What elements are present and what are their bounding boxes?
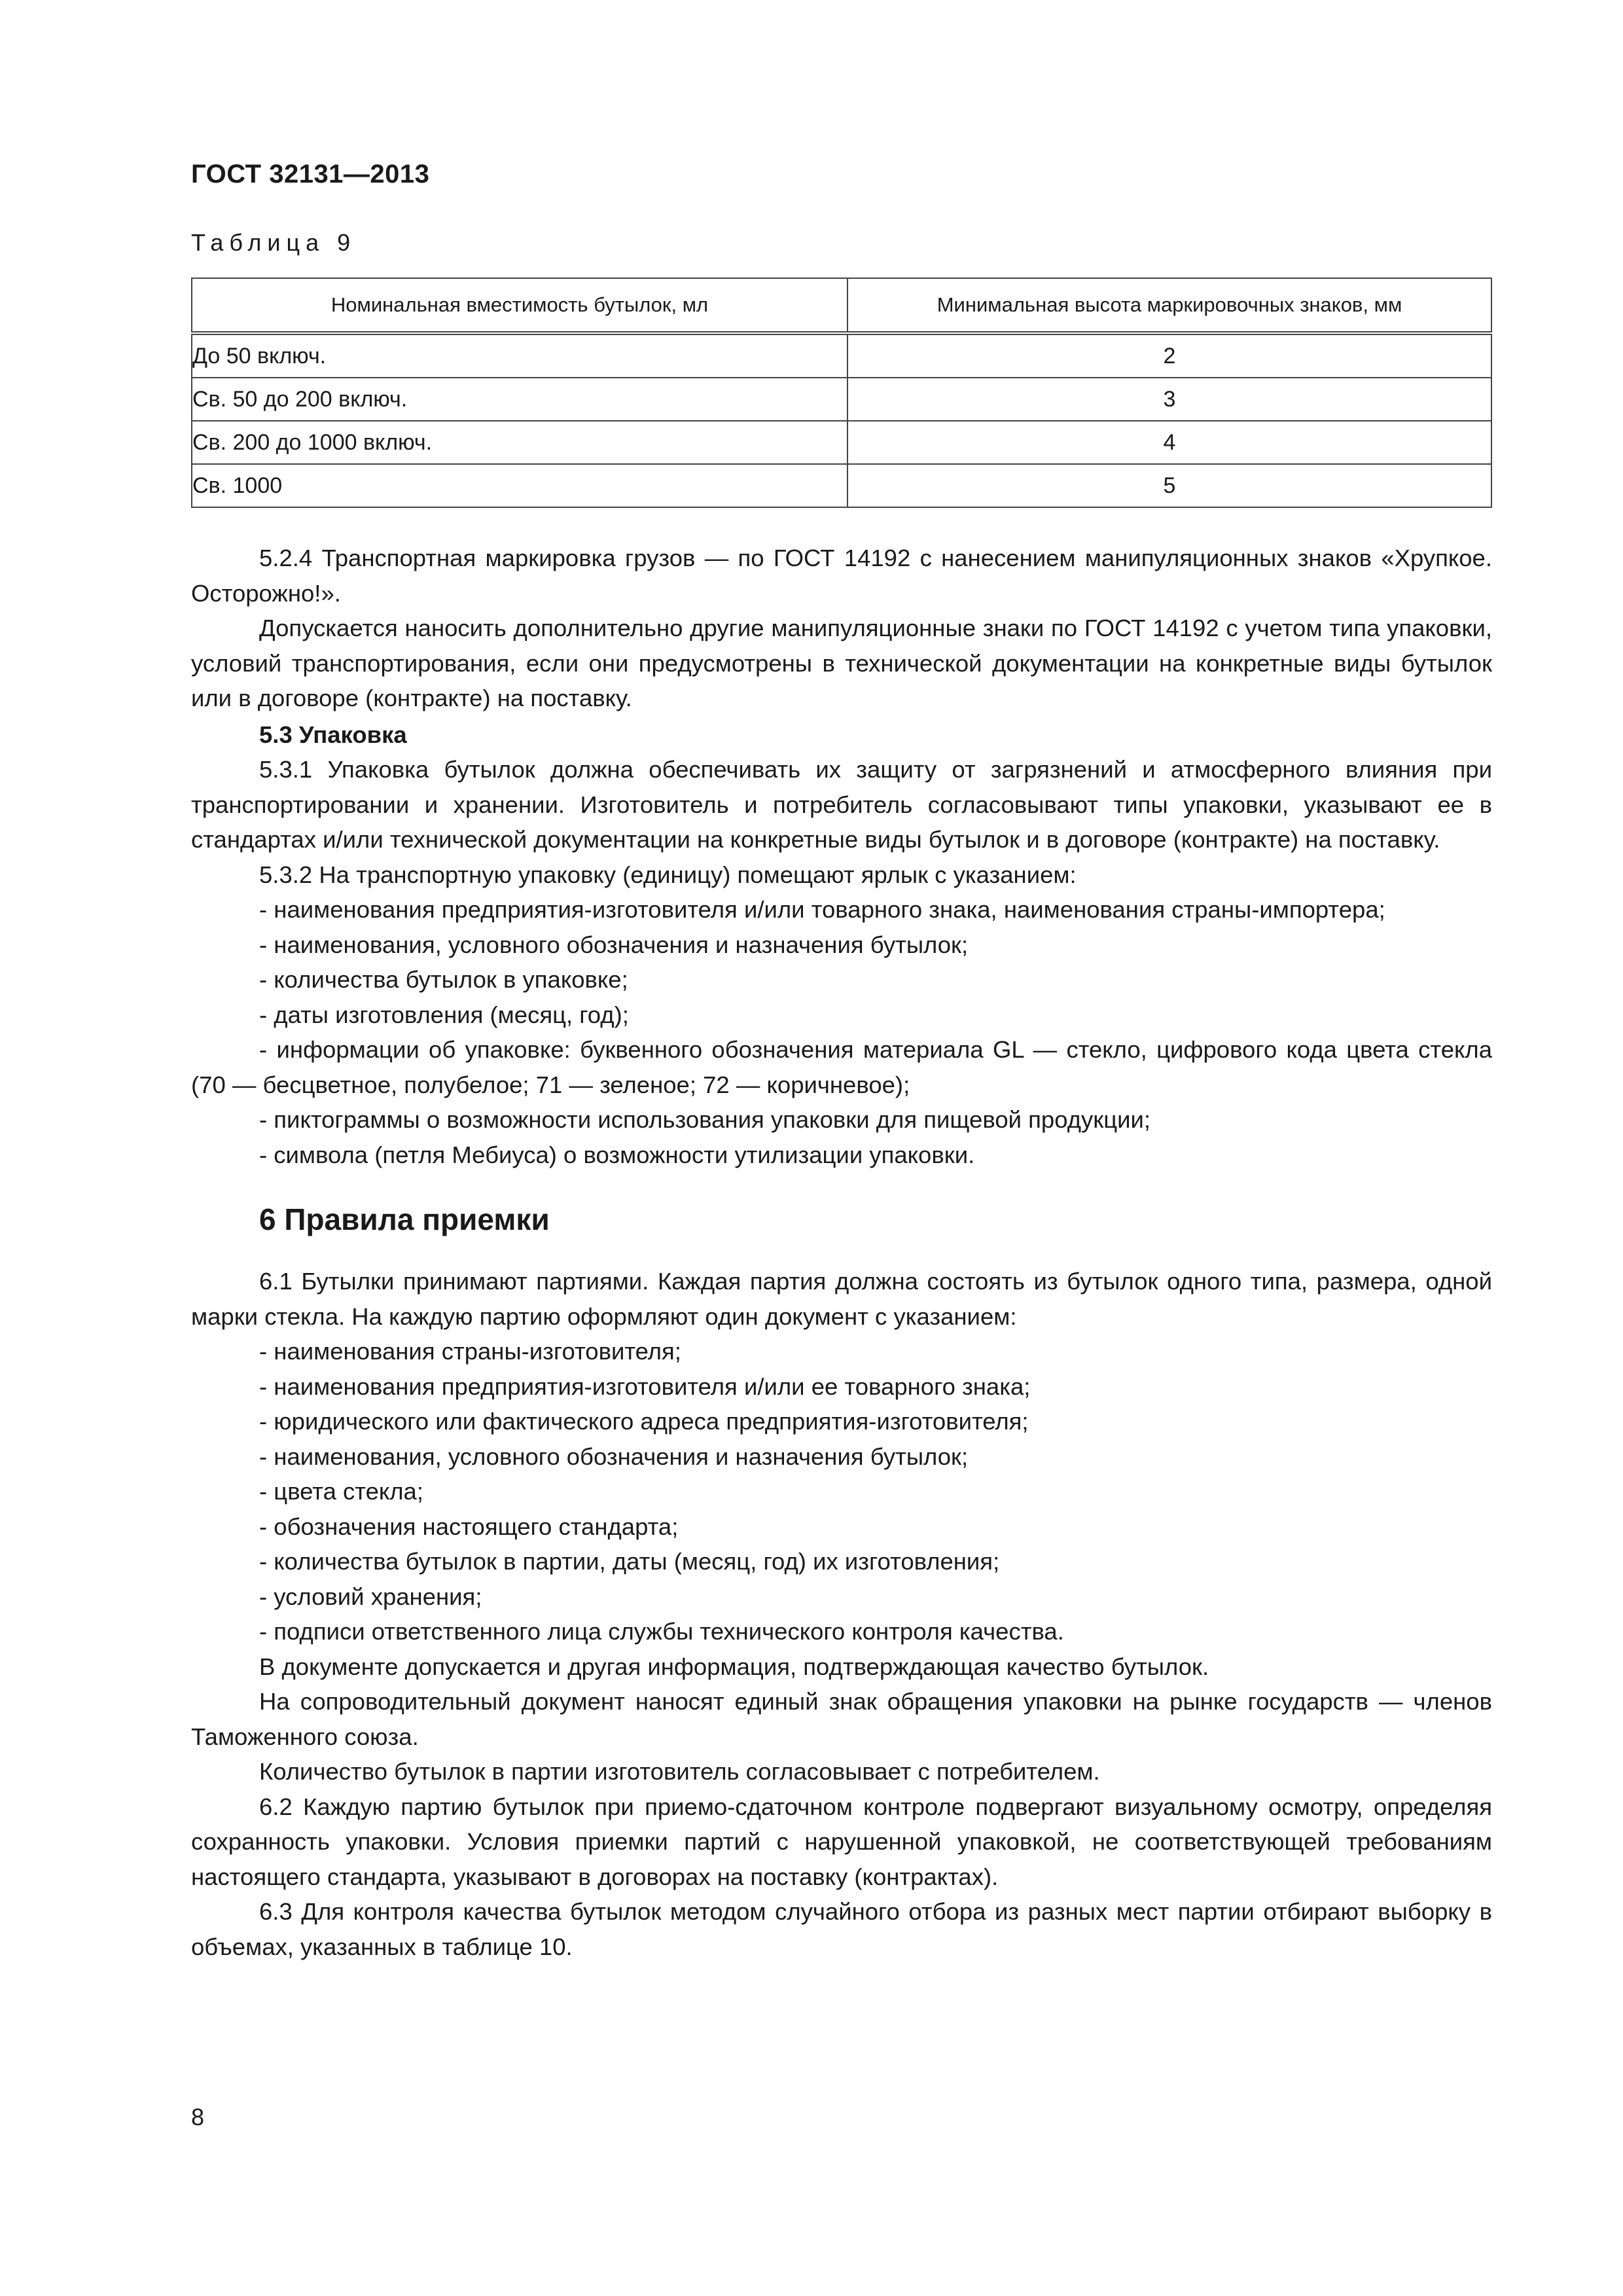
capacity-cell: Св. 50 до 200 включ. [192,378,847,421]
section-5-3-title: 5.3 Упаковка [259,721,407,748]
paragraph-6-1-quantity: Количество бутылок в партии изготовитель согласовывает с потребителем. [259,1758,1100,1785]
list-item: - даты изготовления (месяц, год); [259,1001,629,1028]
paragraph-6-3: 6.3 Для контроля качества бутылок методом случайного отбора из разных мест партии отбирают выборку в объемах, указанных в таблице 10. [191,1898,1492,1960]
table-header-row [192,278,1491,333]
paragraph-5-2-4: 5.2.4 Транспортная маркировка грузов — по ГОСТ 14192 с нанесением манипуляционных знаков «Хрупкое. Осторожно!». [191,545,1492,607]
min-height-cell: 5 [847,464,1491,507]
list-item: - цвета стекла; [259,1478,423,1505]
document-body [191,541,1492,1964]
marking-height-table [191,278,1492,508]
table-caption: Таблица 9 [191,229,357,256]
list-item: - юридического или фактического адреса предприятия-изготовителя; [259,1408,1029,1435]
list-item: - обозначения настоящего стандарта; [259,1513,679,1540]
list-item: - пиктограммы о возможности использования упаковки для пищевой продукции; [259,1106,1151,1133]
capacity-cell: Св. 200 до 1000 включ. [192,421,847,464]
table-9 [191,278,1492,508]
list-item: - наименования предприятия-изготовителя и/или ее товарного знака; [259,1372,1031,1400]
min-height-cell: 3 [847,378,1491,421]
paragraph-5-2-4-additional: Допускается наносить дополнительно другие манипуляционные знаки по ГОСТ 14192 с учетом типа упаковки, условий транспортирования, если они предусмотрены в технической документации на конкретные виды бутылок или в договоре (контракте) на поставку. [191,615,1492,711]
min-height-cell: 2 [847,333,1491,378]
list-item: - наименования, условного обозначения и назначения бутылок; [259,1443,969,1470]
list-item: - символа (петля Мебиуса) о возможности утилизации упаковки. [259,1141,975,1168]
table-row [192,421,1491,464]
list-item: - наименования предприятия-изготовителя и/или товарного знака, наименования страны-импортера; [259,896,1385,923]
list-item: - количества бутылок в упаковке; [259,966,628,993]
table-row [192,333,1491,378]
paragraph-6-1-additional-info: В документе допускается и другая информация, подтверждающая качество бутылок. [259,1653,1209,1680]
list-item: - подписи ответственного лица службы технического контроля качества. [259,1618,1064,1645]
capacity-cell: До 50 включ. [192,333,847,378]
column-header-capacity: Номинальная вместимость бутылок, мл [192,278,847,333]
column-header-min-height: Минимальная высота маркировочных знаков, мм [847,278,1491,333]
paragraph-6-1: 6.1 Бутылки принимают партиями. Каждая партия должна состоять из бутылок одного типа, размера, одной марки стекла. На каждую партию оформляют один документ с указанием: [191,1268,1492,1330]
min-height-cell: 4 [847,421,1491,464]
page-number: 8 [191,2104,205,2130]
capacity-cell: Св. 1000 [192,464,847,507]
list-item: - количества бутылок в партии, даты (месяц, год) их изготовления; [259,1548,1000,1575]
table-row [192,378,1491,421]
list-item: - наименования страны-изготовителя; [259,1338,681,1365]
paragraph-6-1-conformity-mark: На сопроводительный документ наносят единый знак обращения упаковки на рынке государств — членов Таможенного союза. [191,1688,1492,1750]
paragraph-5-3-2: 5.3.2 На транспортную упаковку (единицу) помещают ярлык с указанием: [259,861,1077,888]
paragraph-6-2: 6.2 Каждую партию бутылок при приемо-сдаточном контроле подвергают визуальному осмотру, определяя сохранность упаковки. Условия приемки партий с нарушенной упаковкой, не соответствующей требованиям настоящего стандарта, указывают в договорах на поставку (контрактах). [191,1793,1492,1890]
list-item: - информации об упаковке: буквенного обозначения материала GL — стекло, цифрового кода цвета стекла (70 — бесцветное, полубелое; 71 — зеленое; 72 — коричневое); [191,1036,1492,1098]
list-item: - условий хранения; [259,1583,482,1610]
paragraph-5-3-1: 5.3.1 Упаковка бутылок должна обеспечивать их защиту от загрязнений и атмосферного влияния при транспортировании и хранении. Изготовитель и потребитель согласовывают типы упаковки, указывают ее в стандартах и/или технической документации на конкретные виды бутылок и в договоре (контракте) на поставку. [191,756,1492,853]
list-item: - наименования, условного обозначения и назначения бутылок; [259,931,969,958]
standard-code-header: ГОСТ 32131—2013 [191,160,430,188]
section-6-title: 6 Правила приемки [259,1202,550,1236]
table-row [192,464,1491,507]
